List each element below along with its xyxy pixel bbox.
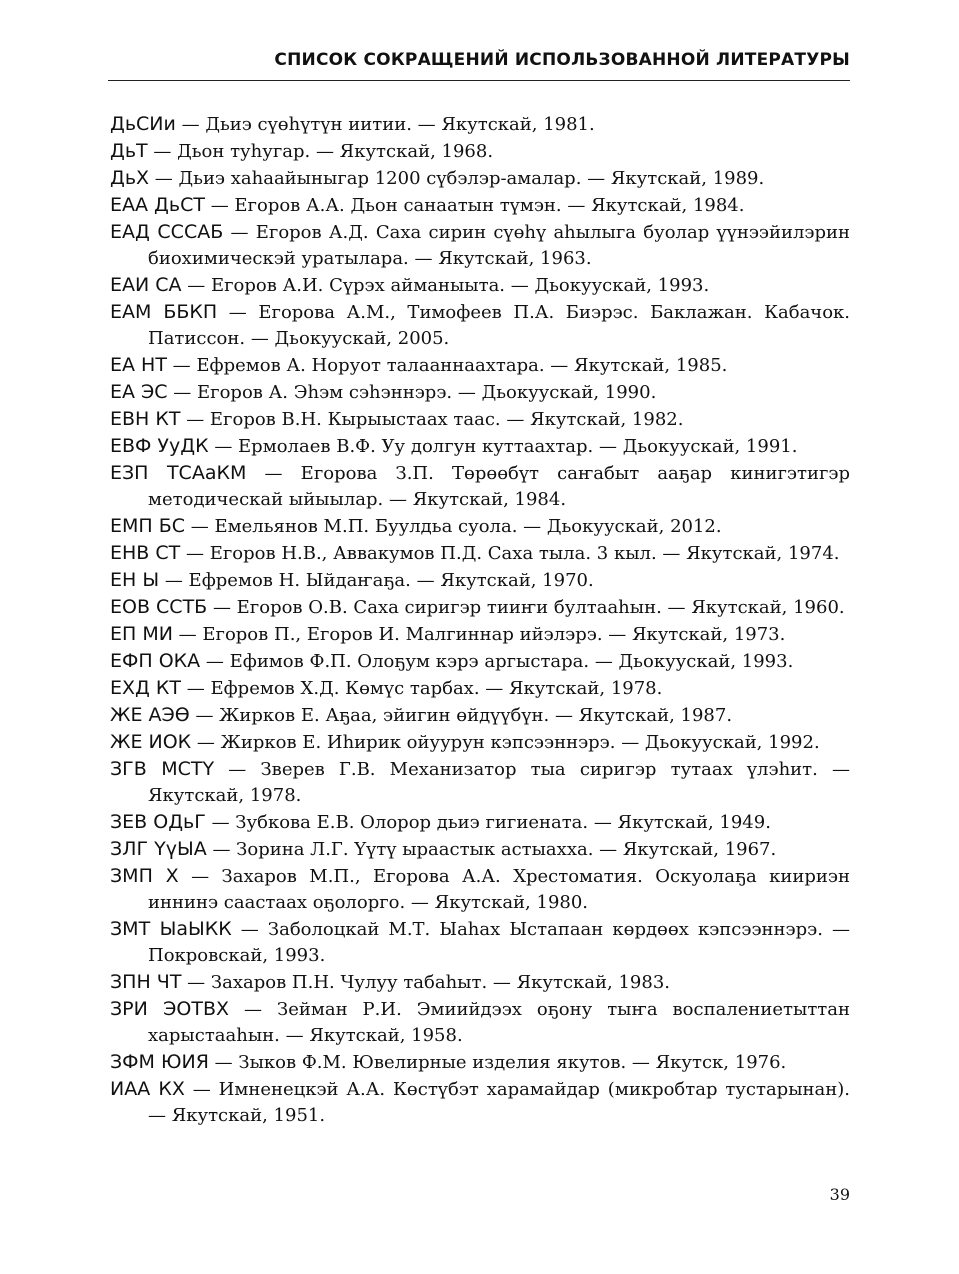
entry-reference: — Егоров А.А. Дьон санаатын түмэн. — Якутскай, 1984.	[204, 195, 745, 216]
entry-reference: — Егорова З.П. Төрөөбүт саҥабыт ааҕар кинигэтигэр методическай ыйыылар. — Якутскай, 1984.	[148, 463, 850, 510]
entry-abbreviation: ЕВФ УуДК	[110, 435, 209, 457]
page-number: 39	[829, 1185, 850, 1204]
entry-reference: — Имненецкэй А.А. Көстүбэт харамайдар (микробтар тустарынан). — Якутскай, 1951.	[148, 1079, 850, 1126]
entry-reference: — Ефремов А. Норуот талааннаахтара. — Якутскай, 1985.	[166, 355, 728, 376]
entry-abbreviation: ЕА ЭС	[110, 381, 168, 403]
bibliography-entry	[110, 756, 850, 809]
bibliography-entry	[110, 219, 850, 272]
entry-abbreviation: ЕА НТ	[110, 354, 167, 376]
entry-reference: — Ермолаев В.Ф. Уу долгун куттаахтар. — Дьокуускай, 1991.	[208, 436, 798, 457]
bibliography-entry	[110, 836, 850, 863]
entry-abbreviation: ЗМТ ЫаЫКК	[110, 918, 232, 940]
bibliography-list	[110, 111, 850, 1129]
bibliography-entry	[110, 192, 850, 219]
bibliography-entry	[110, 916, 850, 969]
entry-abbreviation: ЕНВ СТ	[110, 542, 181, 564]
entry-abbreviation: ДьХ	[110, 167, 150, 189]
entry-reference: — Егоров А.Д. Саха сирин сүөһү аһылыга буолар үүнээйилэрин биохимическэй уратылара. — Якутскай, 1963.	[148, 222, 851, 269]
entry-reference: — Егоров В.Н. Кырыыстаах таас. — Якутскай, 1982.	[180, 409, 684, 430]
entry-reference: — Егоров А. Эһэм сэһэннэрэ. — Дьокуускай, 1990.	[167, 382, 657, 403]
bibliography-entry	[110, 621, 850, 648]
bibliography-entry	[110, 1049, 850, 1076]
entry-reference: — Емельянов М.П. Буулдьа суола. — Дьокуускай, 2012.	[185, 516, 722, 537]
entry-abbreviation: ЕОВ ССТБ	[110, 596, 208, 618]
entry-abbreviation: ЕХД КТ	[110, 677, 181, 699]
entry-reference: — Жирков Е. Иһирик ойуурун кэпсээннэрэ. — Дьокуускай, 1992.	[191, 732, 820, 753]
entry-reference: — Егорова А.М., Тимофеев П.А. Биэрэс. Баклажан. Кабачок. Патиссон. — Дьокуускай, 2005.	[148, 302, 851, 349]
running-head: СПИСОК СОКРАЩЕНИЙ ИСПОЛЬЗОВАННОЙ ЛИТЕРАТУРЫ	[108, 50, 850, 81]
entry-abbreviation: ЗРИ ЭОТВХ	[110, 998, 230, 1020]
bibliography-entry	[110, 567, 850, 594]
entry-reference: — Зейман Р.И. Эмиийдээх оҕону тыҥа воспалениетыттан харыстааһын. — Якутскай, 1958.	[148, 999, 850, 1046]
entry-abbreviation: ЕВН КТ	[110, 408, 181, 430]
bibliography-entry	[110, 352, 850, 379]
entry-reference: — Заболоцкай М.Т. Ыаһах Ыстапаан көрдөөх кэпсээннэрэ. — Покровскай, 1993.	[148, 919, 850, 966]
entry-abbreviation: ЕН Ы	[110, 569, 160, 591]
entry-abbreviation: ИАА КХ	[110, 1078, 185, 1100]
entry-abbreviation: ЗЛГ ҮүЫА	[110, 838, 207, 860]
bibliography-entry	[110, 863, 850, 916]
entry-reference: — Дьиэ хаһаайыныгар 1200 сүбэлэр-амалар. — Якутскай, 1989.	[149, 168, 765, 189]
entry-abbreviation: ЗМП Х	[110, 865, 179, 887]
entry-abbreviation: ЖЕ ИОК	[110, 731, 192, 753]
entry-reference: — Зыков Ф.М. Ювелирные изделия якутов. — Якутск, 1976.	[208, 1052, 787, 1073]
bibliography-entry	[110, 165, 850, 192]
bibliography-entry	[110, 540, 850, 567]
entry-reference: — Егоров П., Егоров И. Малгиннар ийэлэрэ. — Якутскай, 1973.	[172, 624, 786, 645]
entry-abbreviation: ЗПН ЧТ	[110, 971, 182, 993]
entry-abbreviation: ЕАА ДьСТ	[110, 194, 205, 216]
bibliography-entry	[110, 460, 850, 513]
entry-reference: — Дьиэ сүөһүтүн иитии. — Якутскай, 1981.	[175, 114, 595, 135]
entry-abbreviation: ЗГВ МСТҮ	[110, 758, 215, 780]
bibliography-entry	[110, 594, 850, 621]
bibliography-entry	[110, 406, 850, 433]
entry-abbreviation: ЕАД СССАБ	[110, 221, 224, 243]
entry-abbreviation: ДьТ	[110, 140, 148, 162]
entry-reference: — Ефимов Ф.П. Олоҕум кэрэ аргыстара. — Дьокуускай, 1993.	[200, 651, 794, 672]
entry-abbreviation: ЗФМ ЮИЯ	[110, 1051, 209, 1073]
bibliography-entry	[110, 299, 850, 352]
entry-abbreviation: ЕФП ОКА	[110, 650, 201, 672]
entry-reference: — Ефремов Н. Ыйдаҥаҕа. — Якутскай, 1970.	[159, 570, 594, 591]
entry-reference: — Дьон туһугар. — Якутскай, 1968.	[147, 141, 494, 162]
entry-abbreviation: ЗЕВ ОДьГ	[110, 811, 206, 833]
entry-abbreviation: ЕМП БС	[110, 515, 186, 537]
bibliography-entry	[110, 675, 850, 702]
entry-abbreviation: ЕП МИ	[110, 623, 173, 645]
entry-reference: — Ефремов Х.Д. Көмүс тарбах. — Якутскай, 1978.	[181, 678, 663, 699]
bibliography-entry	[110, 969, 850, 996]
entry-reference: — Егоров А.И. Сүрэх айманыыта. — Дьокуускай, 1993.	[181, 275, 710, 296]
entry-reference: — Зубкова Е.В. Олорор дьиэ гигиената. — Якутскай, 1949.	[205, 812, 771, 833]
bibliography-entry	[110, 433, 850, 460]
bibliography-entry	[110, 272, 850, 299]
entry-abbreviation: ЕЗП ТСАаКМ	[110, 462, 247, 484]
bibliography-entry	[110, 809, 850, 836]
entry-reference: — Жирков Е. Аҕаа, эйигин өйдүүбүн. — Якутскай, 1987.	[189, 705, 733, 726]
bibliography-entry	[110, 379, 850, 406]
bibliography-entry	[110, 111, 850, 138]
bibliography-entry	[110, 702, 850, 729]
entry-abbreviation: ЖЕ АЭӨ	[110, 704, 190, 726]
entry-reference: — Зорина Л.Г. Үүтү ыраастык астыаххa. — Якутскай, 1967.	[206, 839, 777, 860]
entry-reference: — Зверев Г.В. Механизатор тыа сиригэр тутаах үлэһит. — Якутскай, 1978.	[148, 759, 850, 806]
bibliography-entry	[110, 138, 850, 165]
bibliography-entry	[110, 513, 850, 540]
bibliography-entry	[110, 729, 850, 756]
bibliography-entry	[110, 996, 850, 1049]
bibliography-entry	[110, 1076, 850, 1129]
bibliography-entry	[110, 648, 850, 675]
entry-reference: — Егоров Н.В., Аввакумов П.Д. Саха тыла. 3 кыл. — Якутскай, 1974.	[180, 543, 840, 564]
entry-reference: — Захаров П.Н. Чулуу табаһыт. — Якутскай, 1983.	[181, 972, 670, 993]
entry-abbreviation: ДьСИи	[110, 113, 176, 135]
entry-abbreviation: ЕАИ СА	[110, 274, 182, 296]
entry-abbreviation: ЕАМ ББКП	[110, 301, 218, 323]
entry-reference: — Захаров М.П., Егорова А.А. Хрестоматия. Оскуолаҕа киириэн иннинэ саастаах оҕолорго. — Якутскай, 1980.	[148, 866, 850, 913]
entry-reference: — Егоров О.В. Саха сиригэр тииҥи бултааһын. — Якутскай, 1960.	[207, 597, 845, 618]
